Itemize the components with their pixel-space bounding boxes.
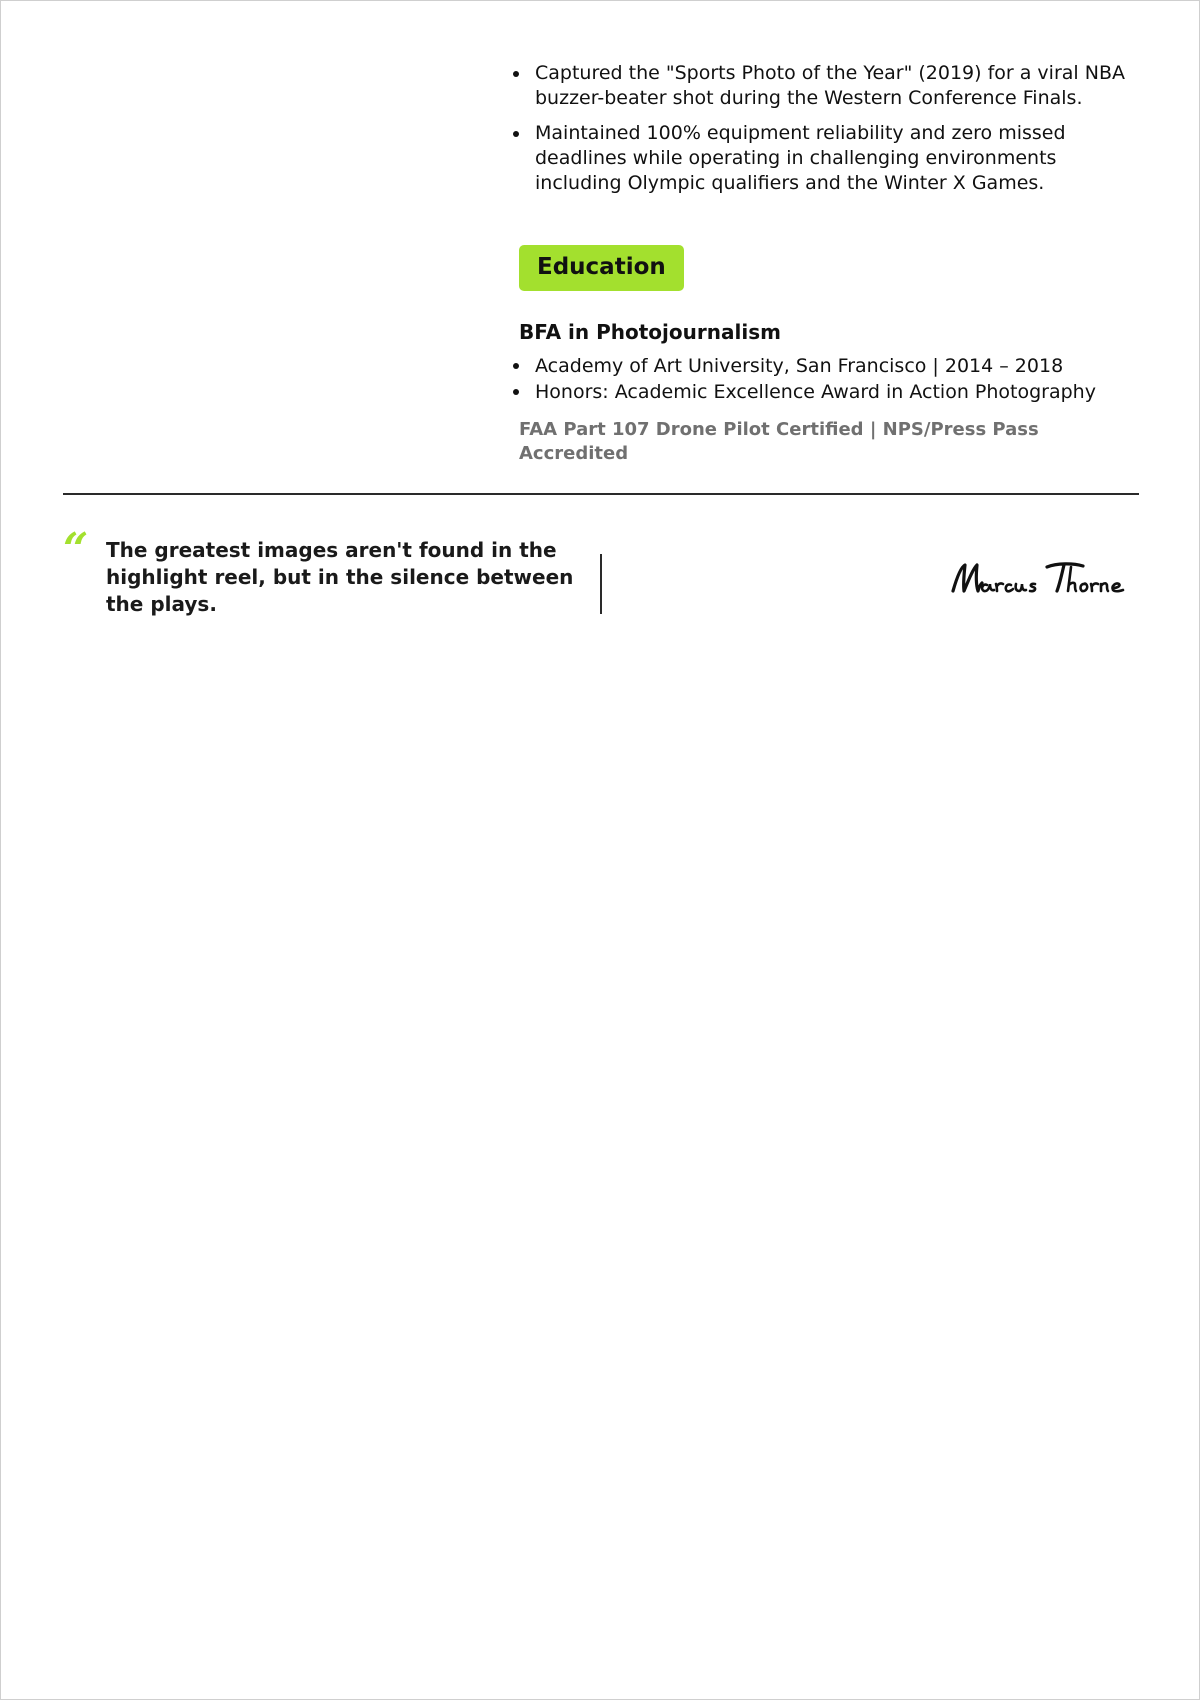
vertical-divider bbox=[600, 554, 602, 614]
footer-quote-block bbox=[63, 524, 1139, 627]
achievements-list bbox=[519, 61, 1139, 196]
degree-title: BFA in Photojournalism bbox=[519, 320, 781, 344]
achievement-item: Maintained 100% equipment reliability and zero missed deadlines while operating in challenging environments including Olympic qualifiers and the Winter X Games. bbox=[519, 121, 1139, 196]
right-column bbox=[519, 61, 1139, 466]
quote-text: The greatest images aren't found in the highlight reel, but in the silence between the plays. bbox=[106, 538, 574, 616]
education-details-list bbox=[519, 353, 1139, 405]
education-detail-item: Academy of Art University, San Francisco | 2014 – 2018 bbox=[519, 353, 1139, 379]
quote-mark-icon: “ bbox=[63, 524, 89, 575]
achievement-item: Captured the "Sports Photo of the Year" (2019) for a viral NBA buzzer-beater shot during the Western Conference Finals. bbox=[519, 61, 1139, 111]
signature bbox=[949, 557, 1139, 599]
horizontal-divider bbox=[63, 493, 1139, 495]
education-detail-item: Honors: Academic Excellence Award in Action Photography bbox=[519, 379, 1139, 405]
certifications-line: FAA Part 107 Drone Pilot Certified | NPS/Press Pass Accredited bbox=[519, 419, 1039, 464]
education-section-heading: Education bbox=[519, 245, 684, 291]
